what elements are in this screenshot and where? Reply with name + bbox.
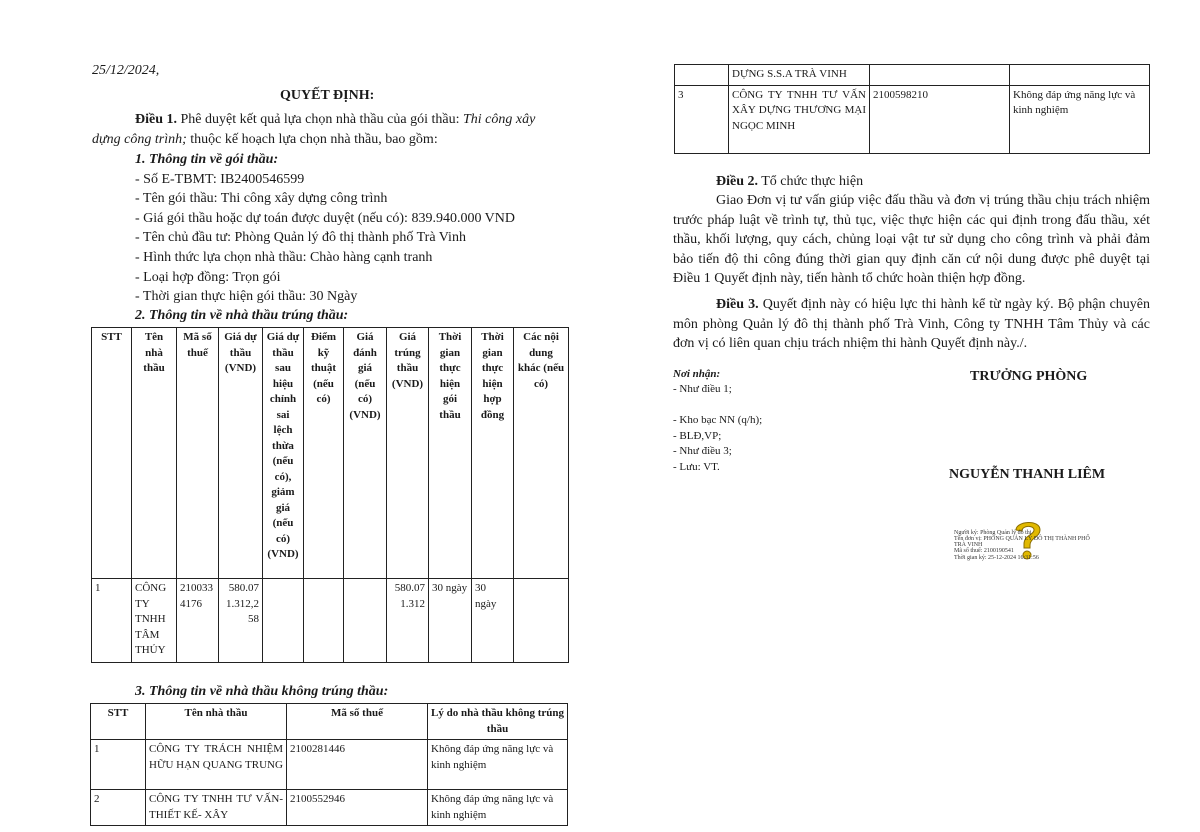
dieu1-italic2: dựng công trình;	[92, 132, 187, 147]
cell-name: CÔNG TY TNHH TƯ VẤN- THIẾT KẾ- XÂY	[146, 790, 287, 826]
header-cell: Giá trúng thầu (VND)	[387, 328, 429, 579]
dieu2-label: Điều 2.	[716, 174, 758, 189]
cell-win-price: 580.071.312	[387, 579, 429, 663]
header-cell: Giá đánh giá (nếu có) (VND)	[344, 328, 387, 579]
info-item: - Giá gói thầu hoặc dự toán được duyệt (nếu có): 839.940.000 VND	[135, 211, 516, 226]
date-line: 25/12/2024,	[92, 63, 160, 78]
header-cell: Giá dự thầu sau hiệu chỉnh sai lệch thừa (nếu có), giảm giá (nếu có) (VND)	[263, 328, 304, 579]
info-item: - Thời gian thực hiện gói thầu: 30 Ngày	[135, 289, 358, 304]
header-cell: Mã số thuế	[177, 328, 219, 579]
header-cell: Tên nhà thầu	[132, 328, 177, 579]
header-cell: Giá dự thầu (VND)	[219, 328, 263, 579]
cell-name: DỰNG S.S.A TRÀ VINH	[729, 65, 870, 86]
cell-contract-time: 30 ngày	[472, 579, 514, 663]
cell-eval-price	[344, 579, 387, 663]
cell-stt: 2	[91, 790, 146, 826]
cell-tax-id	[870, 65, 1010, 86]
table-row	[91, 740, 568, 790]
dieu1-italic1: Thi công xây	[462, 112, 536, 127]
losing-bidders-table-continued	[674, 64, 1150, 154]
info-item: - Số E-TBMT: IB2400546599	[135, 172, 305, 187]
cell-reason	[1010, 65, 1150, 86]
info-item: - Tên chủ đầu tư: Phòng Quản lý đô thị thành phố Trà Vinh	[135, 230, 466, 245]
section1-heading: 1. Thông tin về gói thầu:	[135, 152, 279, 167]
table-row	[675, 85, 1150, 153]
dieu2-body: Giao Đơn vị tư vấn giúp việc đấu thầu và đơn vị trúng thầu chịu trách nhiệm trước pháp luật về trình tự, thủ tục, việc thực hiện các qui định trong đấu thầu, xét thầu, khối lượng, quy cách, chủng loại vật tư sử dụng cho công trình và phải đảm bảo tiến độ thi công đúng thời gian quy định căn cứ nội dung được phê duyệt tại Điều 1 Quyết định này, tiến hành tổ chức hoàn thiện hợp đồng.	[673, 193, 1150, 287]
cell-adjusted-price	[263, 579, 304, 663]
header-cell: STT	[91, 704, 146, 740]
dieu1-text2: thuộc kế hoạch lựa chọn nhà thầu, bao gồm:	[186, 132, 438, 147]
table-header-row	[91, 704, 568, 740]
table-row	[91, 790, 568, 826]
digital-signature	[954, 518, 1114, 568]
cell-tax-id: 2100334176	[177, 579, 219, 663]
recipient-item: - Như điều 1;	[673, 383, 732, 395]
cell-package-time: 30 ngày	[429, 579, 472, 663]
dieu2-heading	[716, 172, 863, 192]
dieu2-title: Tổ chức thực hiện	[758, 174, 864, 189]
header-cell: Các nội dung khác (nếu có)	[514, 328, 569, 579]
dieu1-line1	[135, 110, 535, 130]
dieu3-label: Điều 3.	[716, 297, 759, 312]
cell-tax-id: 2100281446	[287, 740, 428, 790]
cell-reason: Không đáp ứng năng lực và kinh nghiệm	[428, 790, 568, 826]
losing-bidders-table	[90, 703, 568, 826]
header-cell: Tên nhà thầu	[146, 704, 287, 740]
recipient-item: - Lưu: VT.	[673, 461, 720, 473]
info-item: - Loại hợp đồng: Trọn gói	[135, 270, 281, 285]
cell-name: CÔNG TY TRÁCH NHIỆM HỮU HẠN QUANG TRUNG	[146, 740, 287, 790]
cell-stt	[675, 65, 729, 86]
sig-line: TRÀ VINH	[954, 542, 983, 548]
recipient-item: - BLĐ,VP;	[673, 430, 722, 442]
dieu1-line2	[92, 130, 438, 150]
header-cell: Điểm kỹ thuật (nếu có)	[304, 328, 344, 579]
signer-title: TRƯỞNG PHÒNG	[970, 369, 1088, 384]
cell-tax-id: 2100598210	[870, 85, 1010, 153]
cell-other	[514, 579, 569, 663]
section3-heading: 3. Thông tin về nhà thầu không trúng thầu:	[135, 684, 389, 699]
cell-bid-price: 580.071.312,258	[219, 579, 263, 663]
signer-name: NGUYỄN THANH LIÊM	[949, 467, 1106, 482]
cell-stt: 1	[92, 579, 132, 663]
section2-heading: 2. Thông tin về nhà thầu trúng thầu:	[135, 308, 349, 323]
cell-stt: 1	[91, 740, 146, 790]
sig-line: Người ký: Phòng Quản lý đô thị	[954, 530, 1032, 536]
header-cell: Lý do nhà thầu không trúng thầu	[428, 704, 568, 740]
table-row	[92, 579, 569, 663]
cell-tax-id: 2100552946	[287, 790, 428, 826]
sig-line: Thời gian ký: 25-12-2024 16:31:56	[954, 555, 1039, 561]
info-item: - Hình thức lựa chọn nhà thầu: Chào hàng cạnh tranh	[135, 250, 433, 265]
dieu1-text1: Phê duyệt kết quả lựa chọn nhà thầu của gói thầu:	[177, 112, 463, 127]
table-header-row	[92, 328, 569, 579]
header-cell: Thời gian thực hiện hợp đồng	[472, 328, 514, 579]
cell-name: CÔNG TY TNHH TÂM THỦY	[132, 579, 177, 663]
cell-name: CÔNG TY TNHH TƯ VẤN XÂY DỰNG THƯƠNG MẠI NGỌC MINH	[729, 85, 870, 153]
info-item: - Tên gói thầu: Thi công xây dựng công trình	[135, 191, 388, 206]
recipient-item: - Kho bạc NN (q/h);	[673, 414, 763, 426]
decision-title: QUYẾT ĐỊNH:	[280, 88, 375, 103]
header-cell: STT	[92, 328, 132, 579]
dieu3-paragraph	[673, 295, 1150, 354]
table-row	[675, 65, 1150, 86]
dieu1-label: Điều 1.	[135, 112, 177, 127]
cell-reason: Không đáp ứng năng lực và kinh nghiệm	[1010, 85, 1150, 153]
recipient-item: - Như điều 3;	[673, 445, 732, 457]
sig-line: Tên đơn vị: PHÒNG QUẢN LÝ ĐÔ THỊ THÀNH PHỐ	[954, 536, 1090, 542]
cell-reason: Không đáp ứng năng lực và kinh nghiệm	[428, 740, 568, 790]
cell-stt: 3	[675, 85, 729, 153]
cell-tech-score	[304, 579, 344, 663]
winning-bidder-table	[91, 327, 569, 663]
dieu3-body: Quyết định này có hiệu lực thi hành kể từ ngày ký. Bộ phận chuyên môn phòng Quản lý đô thị thành phố Trà Vinh, Công ty TNHH Tâm Thủy và các đơn vị có liên quan chịu trách nhiệm thi hành Quyết định này./.	[673, 297, 1150, 352]
header-cell: Mã số thuế	[287, 704, 428, 740]
sig-line: Mã số thuế: 2100190541	[954, 548, 1014, 554]
header-cell: Thời gian thực hiện gói thầu	[429, 328, 472, 579]
recipients-title: Nơi nhận:	[673, 368, 721, 380]
